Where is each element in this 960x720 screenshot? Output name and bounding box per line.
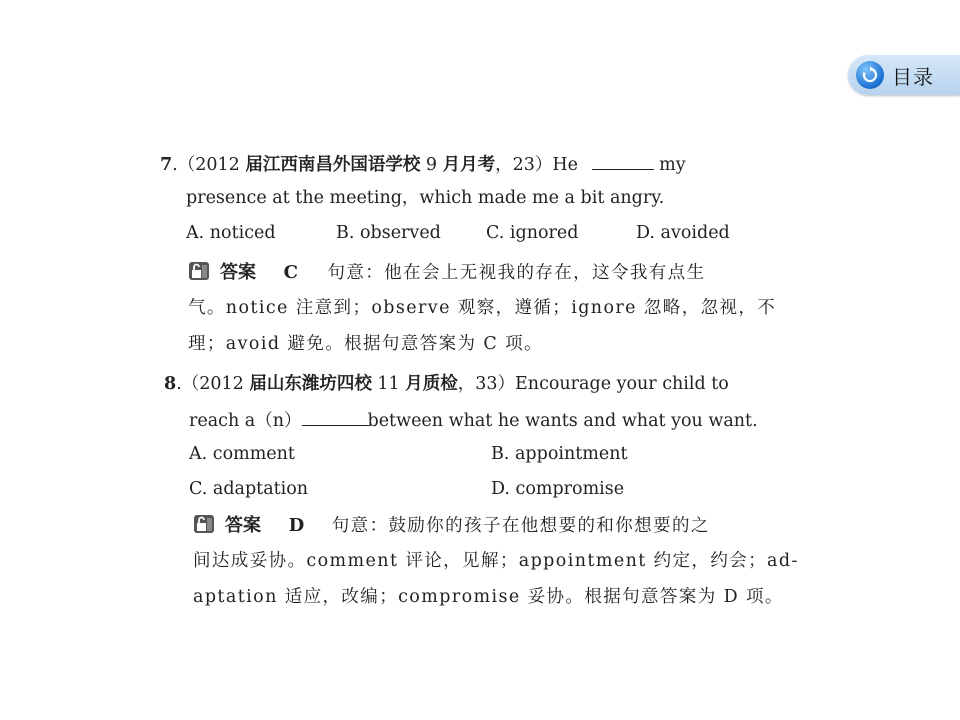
refresh-arrow-icon xyxy=(856,61,884,89)
q8-answer-line1 xyxy=(193,514,710,536)
q8-stem-line1: 8.（2012 届山东潍坊四校 11 月质检，33）Encourage your child to xyxy=(164,374,729,394)
q7-option-a: A. noticed xyxy=(186,223,276,243)
q7-blank xyxy=(592,153,654,170)
q7-explain-2: 气。notice 注意到；observe 观察，遵循；ignore 忽略，忽视，不 xyxy=(188,298,777,318)
q7-number: 7 xyxy=(160,155,173,175)
q8-option-a: A. comment xyxy=(189,444,295,464)
unlock-icon xyxy=(193,514,215,534)
q8-explain-3: aptation 适应，改编；compromise 妥协。根据句意答案为 D 项。 xyxy=(193,587,784,607)
unlock-icon xyxy=(188,261,210,281)
q8-answer-head: 答案 xyxy=(225,515,261,536)
q7-explain-1: 句意：他在会上无视我的存在，这令我有点生 xyxy=(327,263,706,283)
q8-option-b: B. appointment xyxy=(491,444,628,464)
q8-blank xyxy=(302,409,368,426)
q8-explain-1: 句意：鼓励你的孩子在他想要的和你想要的之 xyxy=(331,516,710,536)
q8-explain-2: 间达成妥协。comment 评论，见解；appointment 约定，约会；ad- xyxy=(193,551,799,571)
q8-number: 8 xyxy=(164,374,177,394)
q7-answer-letter: C xyxy=(283,262,298,283)
q8-option-c: C. adaptation xyxy=(189,479,309,499)
q7-stem-line1: 7.（2012 届江西南昌外国语学校 9 月月考，23）He my xyxy=(160,155,686,175)
toc-label: 目录 xyxy=(892,64,934,89)
q7-answer-line1 xyxy=(188,261,705,283)
q7-stem-line2: presence at the meeting，which made me a bit angry. xyxy=(186,188,665,208)
q7-explain-3: 理；avoid 避免。根据句意答案为 C 项。 xyxy=(188,334,543,354)
q7-option-b: B. observed xyxy=(336,223,441,243)
q8-option-d: D. compromise xyxy=(491,479,625,499)
q8-stem-line2: reach a（n） between what he wants and what you want. xyxy=(189,411,758,431)
q8-answer-letter: D xyxy=(288,515,305,536)
q7-option-d: D. avoided xyxy=(636,223,730,243)
q7-answer-head: 答案 xyxy=(220,262,256,283)
toc-button[interactable] xyxy=(848,55,960,95)
q7-option-c: C. ignored xyxy=(486,223,579,243)
